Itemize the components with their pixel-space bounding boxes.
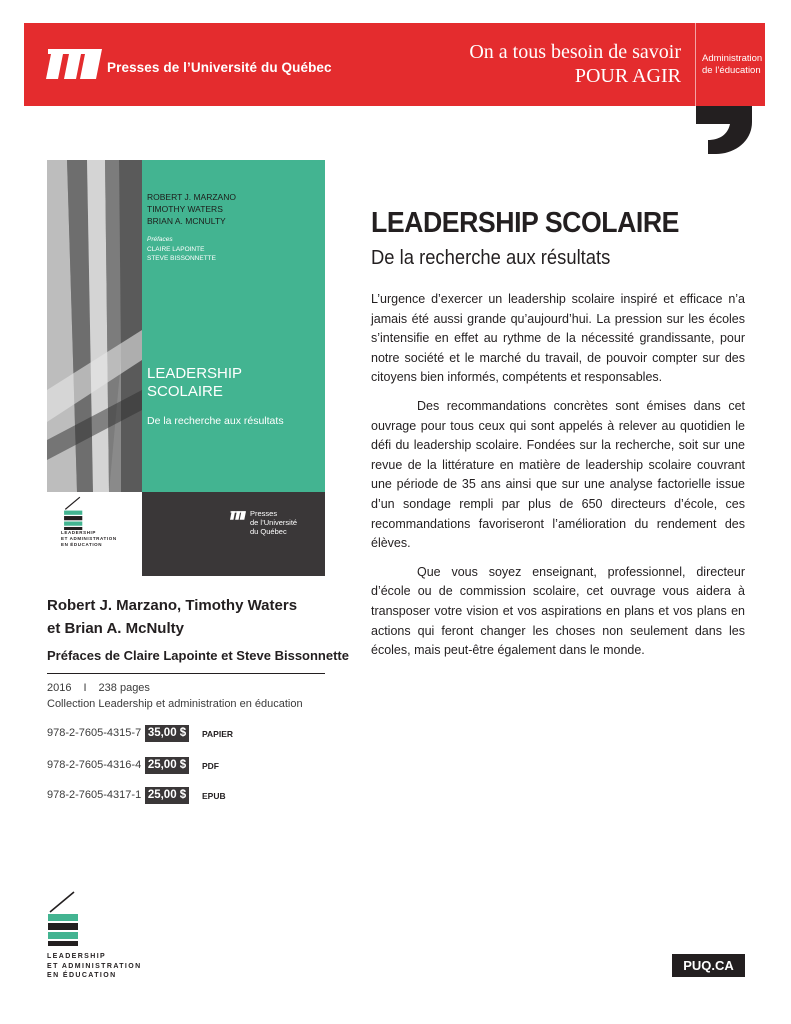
description-paragraph: L’urgence d’exercer un leadership scolaire inspiré et efficace n’a jamais été aussi grande qu’aujourd’hui. La pression sur les écoles s’intensifie en effet au rythme de la nécessité grandissante, pour notre société et le marché du travail, de pouvoir compter sur des citoyens bien informés, compétents et responsables. (371, 292, 745, 385)
series-books-stack-icon (44, 890, 88, 946)
cover-title (147, 365, 242, 401)
book-cover (47, 160, 325, 576)
book-authors (47, 594, 297, 640)
header-banner (24, 23, 695, 106)
section-label-line2: de l’éducation (702, 65, 761, 76)
puq-logo-icon (46, 45, 102, 83)
cover-preface-name: CLAIRE LAPOINTE (147, 246, 205, 253)
slogan-line1: On a tous besoin de savoir (469, 41, 681, 63)
edition-price-badge: 25,00 $ (145, 757, 189, 774)
edition-isbn: 978-2-7605-4316-4 (47, 759, 142, 771)
cover-publisher-line: Presses (250, 509, 278, 518)
cover-prefaces-label: Préfaces (147, 236, 173, 243)
cover-prefaces (147, 246, 216, 263)
cover-title-line: SCOLAIRE (147, 383, 223, 400)
book-prefaces: Préfaces de Claire Lapointe et Steve Bissonnette (47, 648, 349, 663)
page-count: 238 pages (98, 682, 150, 694)
book-title: LEADERSHIP SCOLAIRE (371, 207, 680, 239)
divider (47, 673, 325, 674)
book-subtitle: De la recherche aux résultats (371, 247, 611, 269)
cover-publisher-line: du Québec (250, 527, 287, 536)
cover-author: TIMOTHY WATERS (147, 204, 223, 214)
cover-puq-logo-icon (230, 510, 246, 521)
collection-name: Collection Leadership et administration en éducation (47, 698, 303, 710)
book-description (371, 290, 745, 670)
section-label-line1: Administration (702, 53, 763, 64)
edition-price-badge: 35,00 $ (145, 725, 189, 742)
cover-title-line: LEADERSHIP (147, 365, 243, 382)
edition-isbn: 978-2-7605-4315-7 (47, 727, 142, 739)
cover-authors (147, 191, 236, 227)
cover-subtitle: De la recherche aux résultats (147, 415, 284, 427)
authors-line: Robert J. Marzano, Timothy Waters (47, 597, 298, 614)
edition-format: EPUB (202, 791, 226, 801)
authors-line: et Brian A. McNulty (47, 620, 184, 637)
edition-format: PDF (202, 761, 219, 771)
publisher-name: Presses de l’Université du Québec (107, 60, 332, 75)
cover-series-line: LEADERSHIP (61, 530, 97, 535)
cover-publisher-panel (142, 492, 325, 576)
cover-books-stack-icon (61, 496, 89, 530)
description-paragraph: Que vous soyez enseignant, professionnel, directeur d’école ou de commission scolaire, cet ouvrage vous aidera à transposer votre vision et vos aspirations en plans et vos plans en actions qui feront changer les choses non seulement dans les écoles, mais peut-être également dans le monde. (371, 564, 745, 658)
publication-details (47, 682, 150, 694)
edition-isbn: 978-2-7605-4317-1 (47, 789, 142, 801)
section-label (695, 23, 765, 106)
comma-decoration-icon (688, 100, 753, 155)
series-line: LEADERSHIP (47, 953, 107, 960)
cover-publisher-line: de l’Université (250, 518, 298, 527)
series-line: ET ADMINISTRATION (47, 962, 142, 970)
series-line: EN ÉDUCATION (47, 972, 117, 979)
cover-series-line: ET ADMINISTRATION (61, 536, 117, 541)
cover-publisher (250, 509, 297, 536)
website-link[interactable]: PUQ.CA (672, 954, 745, 977)
details-separator: I (83, 682, 87, 694)
slogan-line2: POUR AGIR (574, 65, 681, 87)
edition-format: PAPIER (202, 729, 234, 739)
cover-author: BRIAN A. MCNULTY (147, 216, 226, 226)
edition-price-badge: 25,00 $ (145, 787, 189, 804)
description-paragraph: Des recommandations concrètes sont émises dans cet ouvrage pour tous ceux qui sont appelés à relever au quotidien le défi du leadership scolaire. Fondées sur la recherche, soit sur une revue de la littérature en matière de leadership scolaire couvrant une période de 35 ans ainsi que sur une analyse factorielle issue d’un sondage rempli par plus de 650 directeurs d’école, ces recommandations favoriseront l’amélioration du rendement des élèves. (371, 398, 745, 551)
cover-preface-name: STEVE BISSONNETTE (147, 254, 216, 262)
cover-series-name (61, 530, 117, 548)
publication-year: 2016 (47, 682, 72, 694)
cover-author: ROBERT J. MARZANO (147, 192, 236, 202)
books-photo (47, 160, 142, 492)
cover-series-line: EN ÉDUCATION (61, 542, 103, 547)
series-name (47, 952, 142, 981)
